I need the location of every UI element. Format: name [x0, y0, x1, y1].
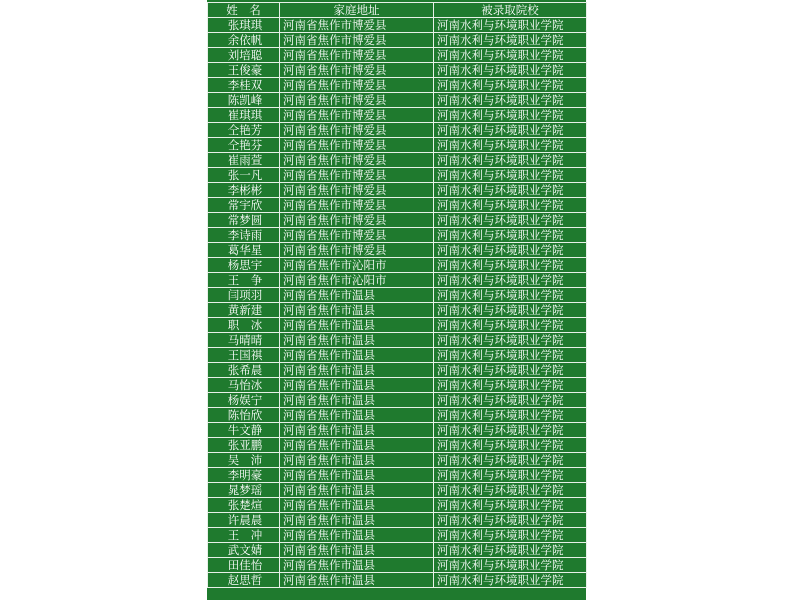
admission-board	[207, 0, 586, 600]
table-row	[208, 93, 587, 108]
table-row	[208, 213, 587, 228]
student-name-cell: 杨思宇	[208, 258, 280, 273]
home-address-cell: 河南省焦作市博爱县	[280, 108, 434, 123]
admitted-school-cell: 河南水利与环境职业学院	[434, 453, 587, 468]
student-name-cell: 职 冰	[208, 318, 280, 333]
home-address-cell: 河南省焦作市沁阳市	[280, 258, 434, 273]
student-name-cell: 崔雨萱	[208, 153, 280, 168]
home-address-cell: 河南省焦作市博爱县	[280, 153, 434, 168]
admitted-school-cell: 河南水利与环境职业学院	[434, 303, 587, 318]
table-row	[208, 228, 587, 243]
student-name-cell: 杨娱宁	[208, 393, 280, 408]
table-row	[208, 348, 587, 363]
student-name-cell: 常梦圆	[208, 213, 280, 228]
admitted-school-cell: 河南水利与环境职业学院	[434, 228, 587, 243]
student-name-cell: 仝艳芳	[208, 123, 280, 138]
student-name-cell: 田佳怡	[208, 558, 280, 573]
admitted-school-cell: 河南水利与环境职业学院	[434, 198, 587, 213]
admitted-school-cell: 河南水利与环境职业学院	[434, 573, 587, 588]
table-row	[208, 243, 587, 258]
admitted-school-cell: 河南水利与环境职业学院	[434, 498, 587, 513]
admitted-school-cell: 河南水利与环境职业学院	[434, 33, 587, 48]
admitted-school-cell: 河南水利与环境职业学院	[434, 213, 587, 228]
student-name-cell: 张楚煊	[208, 498, 280, 513]
table-row	[208, 258, 587, 273]
table-row	[208, 513, 587, 528]
header-row	[208, 3, 587, 18]
home-address-cell: 河南省焦作市温县	[280, 483, 434, 498]
student-name-cell: 王国祺	[208, 348, 280, 363]
home-address-cell: 河南省焦作市博爱县	[280, 198, 434, 213]
student-name-cell: 马怡冰	[208, 378, 280, 393]
table-row	[208, 138, 587, 153]
student-name-cell: 李明豪	[208, 468, 280, 483]
student-name-cell: 马晴晴	[208, 333, 280, 348]
home-address-cell: 河南省焦作市温县	[280, 528, 434, 543]
table-row	[208, 408, 587, 423]
header-name: 姓 名	[208, 3, 280, 18]
student-name-cell: 李诗雨	[208, 228, 280, 243]
table-row	[208, 183, 587, 198]
table-row	[208, 378, 587, 393]
home-address-cell: 河南省焦作市温县	[280, 558, 434, 573]
student-name-cell: 张一凡	[208, 168, 280, 183]
admitted-school-cell: 河南水利与环境职业学院	[434, 243, 587, 258]
student-name-cell: 张希晨	[208, 363, 280, 378]
home-address-cell: 河南省焦作市温县	[280, 453, 434, 468]
table-row	[208, 423, 587, 438]
admitted-school-cell: 河南水利与环境职业学院	[434, 183, 587, 198]
home-address-cell: 河南省焦作市温县	[280, 303, 434, 318]
admitted-school-cell: 河南水利与环境职业学院	[434, 123, 587, 138]
home-address-cell: 河南省焦作市温县	[280, 393, 434, 408]
admitted-school-cell: 河南水利与环境职业学院	[434, 543, 587, 558]
student-name-cell: 李桂双	[208, 78, 280, 93]
table-row	[208, 198, 587, 213]
home-address-cell: 河南省焦作市博爱县	[280, 93, 434, 108]
student-name-cell: 晁梦瑶	[208, 483, 280, 498]
table-row	[208, 543, 587, 558]
table-row	[208, 573, 587, 588]
table-row	[208, 438, 587, 453]
admitted-school-cell: 河南水利与环境职业学院	[434, 378, 587, 393]
home-address-cell: 河南省焦作市温县	[280, 468, 434, 483]
admitted-school-cell: 河南水利与环境职业学院	[434, 348, 587, 363]
table-body	[208, 18, 587, 588]
home-address-cell: 河南省焦作市温县	[280, 288, 434, 303]
home-address-cell: 河南省焦作市温县	[280, 363, 434, 378]
table-row	[208, 108, 587, 123]
student-name-cell: 陈凯峰	[208, 93, 280, 108]
table-row	[208, 528, 587, 543]
student-name-cell: 葛华星	[208, 243, 280, 258]
student-name-cell: 李彬彬	[208, 183, 280, 198]
admitted-school-cell: 河南水利与环境职业学院	[434, 153, 587, 168]
admitted-school-cell: 河南水利与环境职业学院	[434, 93, 587, 108]
table-row	[208, 18, 587, 33]
admitted-school-cell: 河南水利与环境职业学院	[434, 273, 587, 288]
student-name-cell: 黄新建	[208, 303, 280, 318]
admitted-school-cell: 河南水利与环境职业学院	[434, 468, 587, 483]
student-name-cell: 常宇欣	[208, 198, 280, 213]
home-address-cell: 河南省焦作市博爱县	[280, 123, 434, 138]
header-school: 被录取院校	[434, 3, 587, 18]
home-address-cell: 河南省焦作市温县	[280, 348, 434, 363]
admitted-school-cell: 河南水利与环境职业学院	[434, 168, 587, 183]
admitted-school-cell: 河南水利与环境职业学院	[434, 318, 587, 333]
admitted-school-cell: 河南水利与环境职业学院	[434, 333, 587, 348]
home-address-cell: 河南省焦作市温县	[280, 438, 434, 453]
student-name-cell: 仝艳芬	[208, 138, 280, 153]
admitted-school-cell: 河南水利与环境职业学院	[434, 288, 587, 303]
table-row	[208, 33, 587, 48]
admitted-school-cell: 河南水利与环境职业学院	[434, 528, 587, 543]
student-name-cell: 武文婧	[208, 543, 280, 558]
admitted-school-cell: 河南水利与环境职业学院	[434, 258, 587, 273]
home-address-cell: 河南省焦作市博爱县	[280, 33, 434, 48]
table-row	[208, 393, 587, 408]
student-name-cell: 闫项羽	[208, 288, 280, 303]
home-address-cell: 河南省焦作市博爱县	[280, 138, 434, 153]
table-row	[208, 483, 587, 498]
admission-table	[207, 2, 587, 588]
table-row	[208, 453, 587, 468]
table-row	[208, 303, 587, 318]
student-name-cell: 许晨晨	[208, 513, 280, 528]
student-name-cell: 张琪琪	[208, 18, 280, 33]
table-row	[208, 78, 587, 93]
admitted-school-cell: 河南水利与环境职业学院	[434, 483, 587, 498]
table-row	[208, 273, 587, 288]
student-name-cell: 吴 沛	[208, 453, 280, 468]
student-name-cell: 王俊豪	[208, 63, 280, 78]
table-row	[208, 168, 587, 183]
home-address-cell: 河南省焦作市博爱县	[280, 48, 434, 63]
home-address-cell: 河南省焦作市博爱县	[280, 63, 434, 78]
home-address-cell: 河南省焦作市温县	[280, 513, 434, 528]
admitted-school-cell: 河南水利与环境职业学院	[434, 423, 587, 438]
admitted-school-cell: 河南水利与环境职业学院	[434, 108, 587, 123]
admitted-school-cell: 河南水利与环境职业学院	[434, 393, 587, 408]
home-address-cell: 河南省焦作市博爱县	[280, 228, 434, 243]
student-name-cell: 王 争	[208, 273, 280, 288]
home-address-cell: 河南省焦作市温县	[280, 543, 434, 558]
admitted-school-cell: 河南水利与环境职业学院	[434, 48, 587, 63]
table-row	[208, 48, 587, 63]
student-name-cell: 牛文静	[208, 423, 280, 438]
home-address-cell: 河南省焦作市博爱县	[280, 168, 434, 183]
student-name-cell: 余依帆	[208, 33, 280, 48]
table-row	[208, 363, 587, 378]
admitted-school-cell: 河南水利与环境职业学院	[434, 513, 587, 528]
home-address-cell: 河南省焦作市博爱县	[280, 213, 434, 228]
home-address-cell: 河南省焦作市温县	[280, 318, 434, 333]
admitted-school-cell: 河南水利与环境职业学院	[434, 78, 587, 93]
admitted-school-cell: 河南水利与环境职业学院	[434, 63, 587, 78]
admitted-school-cell: 河南水利与环境职业学院	[434, 408, 587, 423]
table-row	[208, 318, 587, 333]
home-address-cell: 河南省焦作市温县	[280, 378, 434, 393]
table-row	[208, 468, 587, 483]
table-row	[208, 333, 587, 348]
admitted-school-cell: 河南水利与环境职业学院	[434, 138, 587, 153]
student-name-cell: 张亚鹏	[208, 438, 280, 453]
admitted-school-cell: 河南水利与环境职业学院	[434, 18, 587, 33]
student-name-cell: 赵思哲	[208, 573, 280, 588]
table-row	[208, 558, 587, 573]
student-name-cell: 王 冲	[208, 528, 280, 543]
table-row	[208, 498, 587, 513]
home-address-cell: 河南省焦作市温县	[280, 333, 434, 348]
home-address-cell: 河南省焦作市温县	[280, 408, 434, 423]
home-address-cell: 河南省焦作市温县	[280, 573, 434, 588]
admitted-school-cell: 河南水利与环境职业学院	[434, 363, 587, 378]
table-row	[208, 123, 587, 138]
admitted-school-cell: 河南水利与环境职业学院	[434, 438, 587, 453]
home-address-cell: 河南省焦作市博爱县	[280, 18, 434, 33]
table-row	[208, 153, 587, 168]
admitted-school-cell: 河南水利与环境职业学院	[434, 558, 587, 573]
student-name-cell: 崔琪琪	[208, 108, 280, 123]
student-name-cell: 刘培聪	[208, 48, 280, 63]
home-address-cell: 河南省焦作市温县	[280, 423, 434, 438]
home-address-cell: 河南省焦作市博爱县	[280, 78, 434, 93]
student-name-cell: 陈怡欣	[208, 408, 280, 423]
home-address-cell: 河南省焦作市博爱县	[280, 243, 434, 258]
home-address-cell: 河南省焦作市温县	[280, 498, 434, 513]
home-address-cell: 河南省焦作市沁阳市	[280, 273, 434, 288]
home-address-cell: 河南省焦作市博爱县	[280, 183, 434, 198]
table-row	[208, 288, 587, 303]
header-address: 家庭地址	[280, 3, 434, 18]
table-row	[208, 63, 587, 78]
